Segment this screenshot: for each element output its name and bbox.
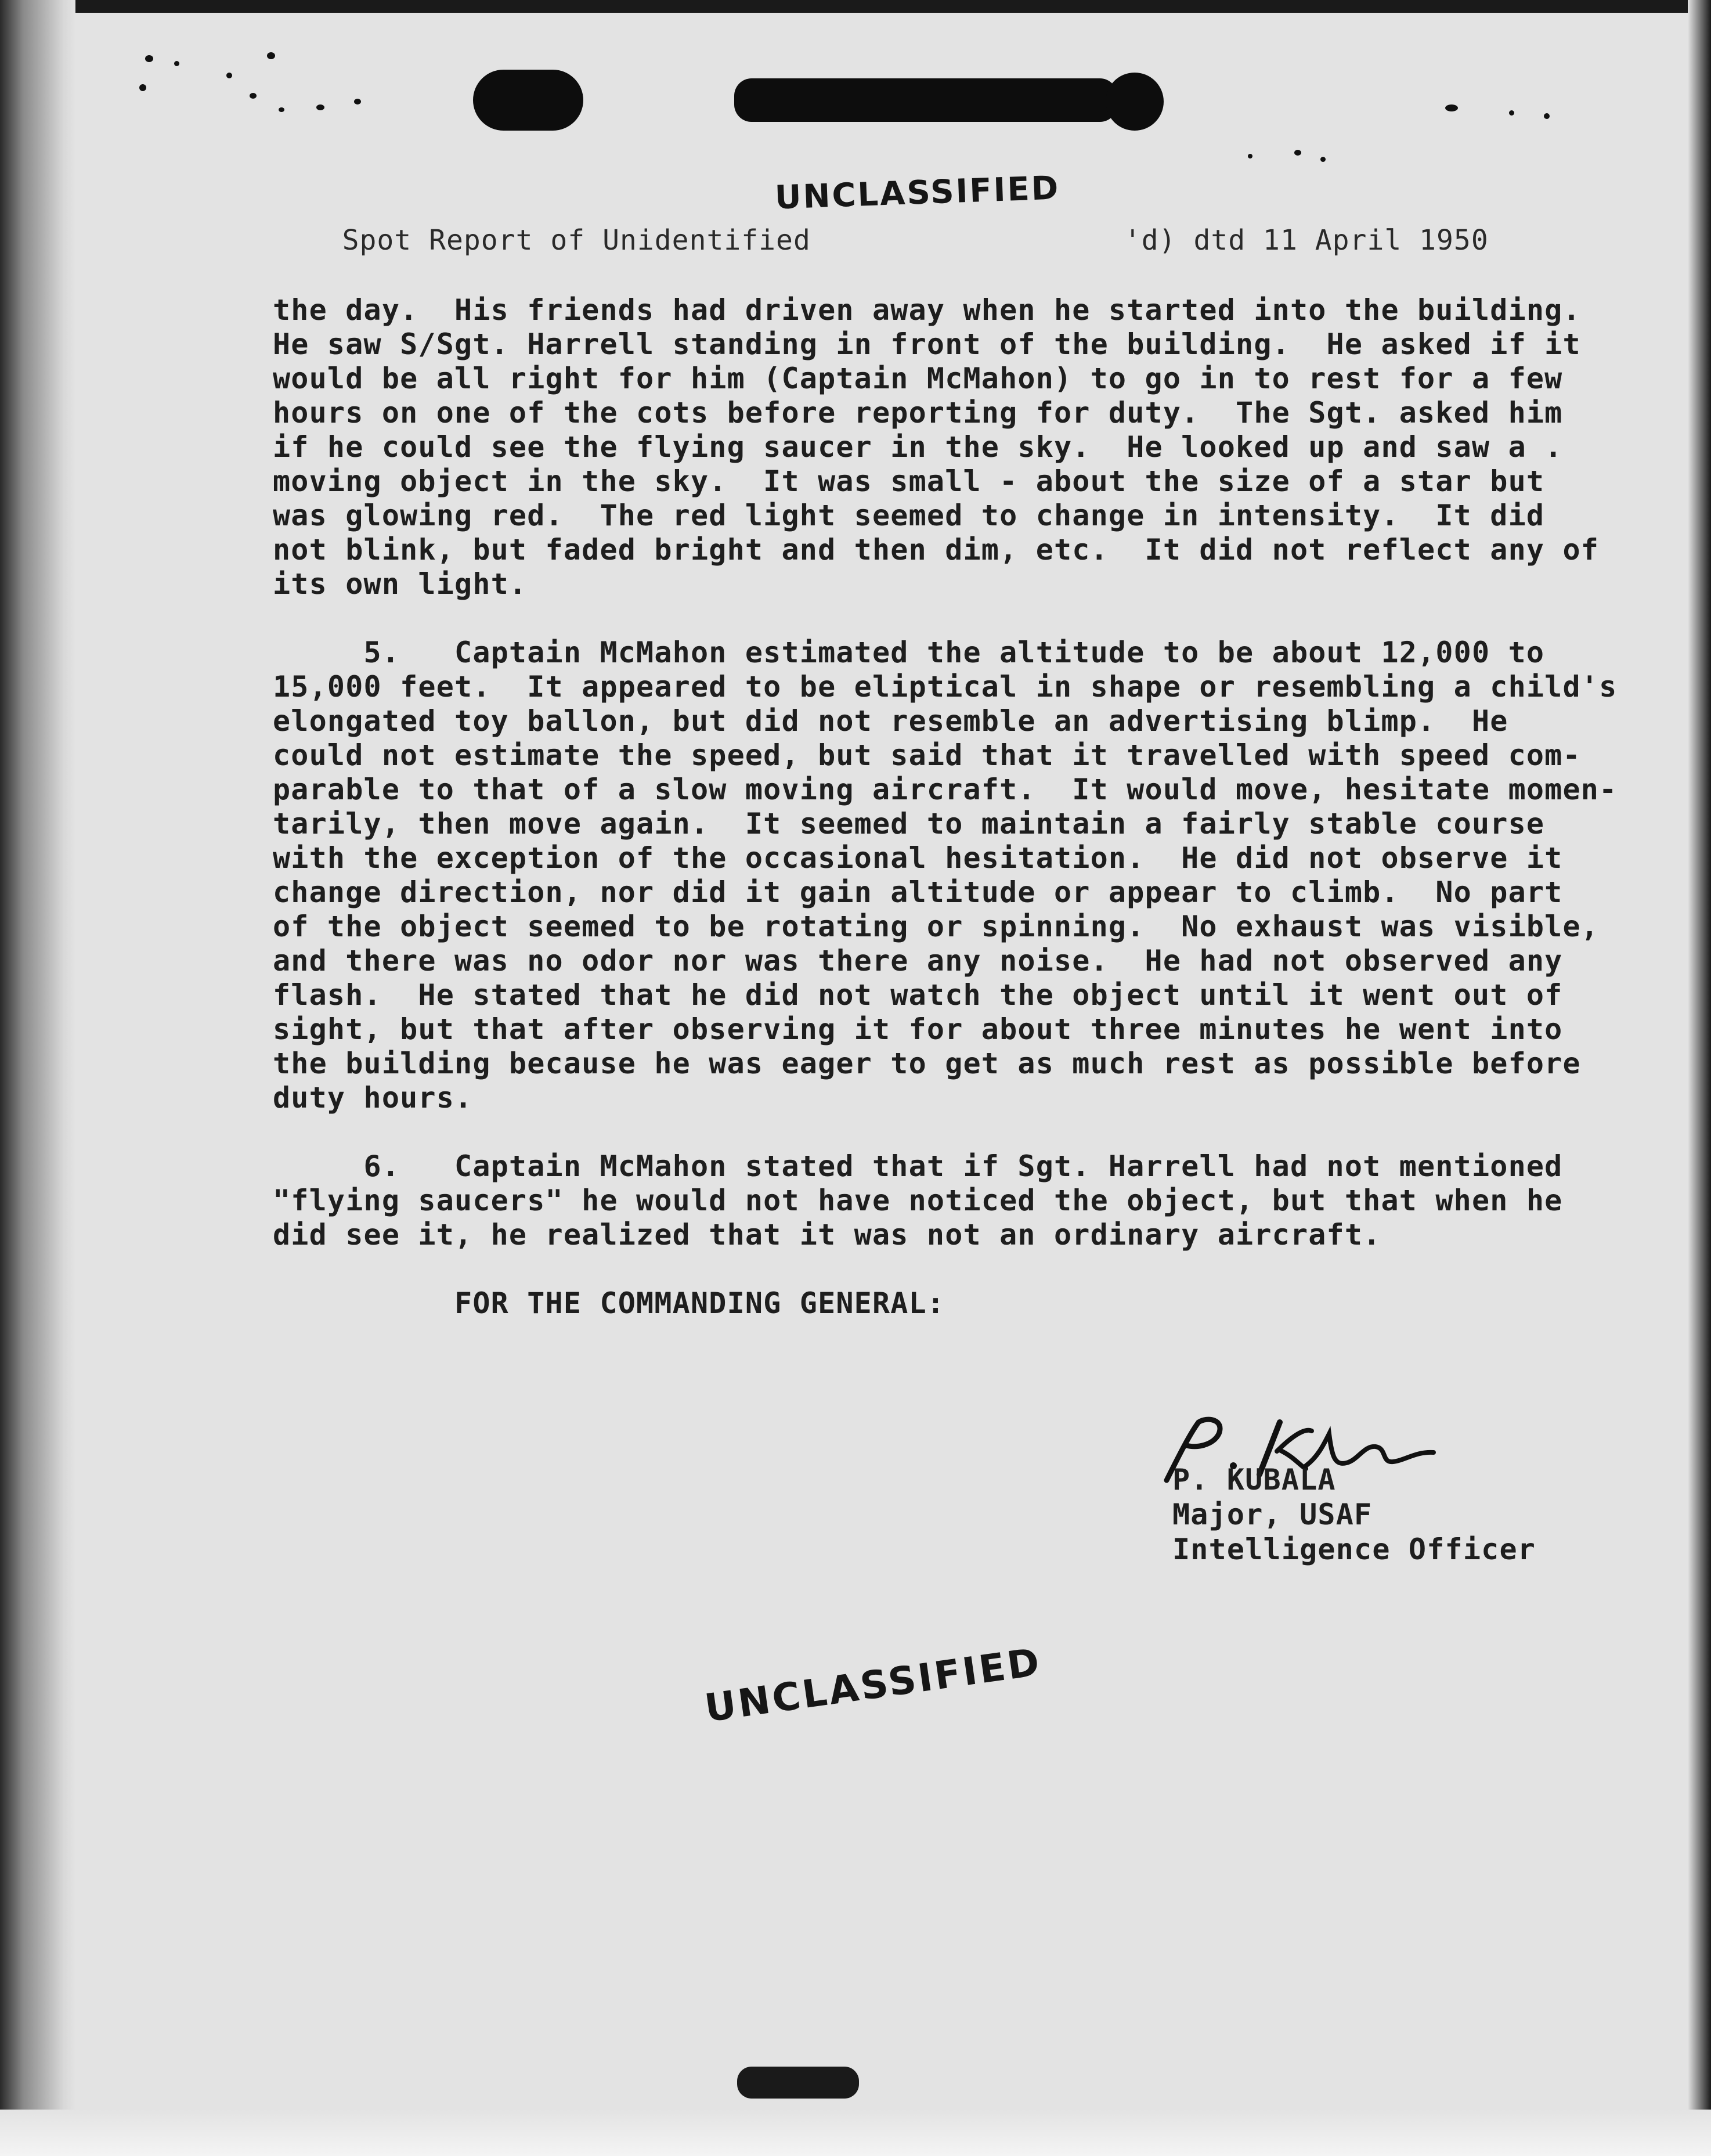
body-line: flash. He stated that he did not watch the object until it went out of [273,978,1563,1012]
speck [279,107,284,112]
speck [316,104,324,110]
unclassified-stamp-top: UNCLASSIFIED [774,169,1061,217]
body-line: FOR THE COMMANDING GENERAL: [273,1286,945,1320]
body-line: with the exception of the occasional hesitation. He did not observe it [273,841,1563,875]
speck [145,55,153,62]
bottom-smudge [737,2067,859,2099]
signer-rank: Major, USAF [1172,1498,1373,1531]
body-line: did see it, he realized that it was not an ordinary aircraft. [273,1218,1381,1252]
speck [354,99,361,104]
speck [139,84,146,91]
body-line: and there was no odor nor was there any noise. He had not observed any [273,944,1563,978]
body-line: tarily, then move again. It seemed to maintain a fairly stable course [273,807,1545,841]
body-line: if he could see the flying saucer in the sky. He looked up and saw a . [273,430,1563,464]
body-line: of the object seemed to be rotating or spinning. No exhaust was visible, [273,910,1600,943]
body-line: would be all right for him (Captain McMahon) to go in to rest for a few [273,362,1563,395]
redaction-mark-center [734,78,1117,122]
body-line: parable to that of a slow moving aircraft. It would move, hesitate momen- [273,773,1618,806]
signer-title: Intelligence Officer [1172,1533,1536,1566]
scan-right-shadow [1688,0,1711,2156]
body-line: 5. Captain McMahon estimated the altitude to be about 12,000 to [273,636,1545,669]
speck [1445,104,1458,111]
signer-name: P. KUBALA [1172,1463,1336,1497]
speck [1509,110,1514,116]
report-header-right: 'd) dtd 11 April 1950 [1124,224,1489,257]
scan-top-border [0,0,1711,13]
speck [267,52,275,59]
scan-bottom-edge [0,2110,1711,2156]
body-line: 15,000 feet. It appeared to be eliptical in shape or resembling a child's [273,670,1618,704]
body-line: "flying saucers" he would not have noticed the object, but that when he [273,1184,1563,1217]
body-line: could not estimate the speed, but said that it travelled with speed com- [273,738,1581,772]
report-header-left: Spot Report of Unidentified [342,224,811,257]
body-line: was glowing red. The red light seemed to change in intensity. It did [273,499,1545,532]
body-line: change direction, nor did it gain altitude or appear to climb. No part [273,875,1563,909]
body-line: the building because he was eager to get as much rest as possible before [273,1047,1581,1080]
speck [1248,154,1252,158]
body-line: 6. Captain McMahon stated that if Sgt. Harrell had not mentioned [273,1149,1563,1183]
body-line: the day. His friends had driven away when he started into the building. [273,293,1581,327]
body-line: sight, but that after observing it for about three minutes he went into [273,1012,1563,1046]
body-line: not blink, but faded bright and then dim, etc. It did not reflect any of [273,533,1600,567]
body-line: moving object in the sky. It was small - about the size of a star but [273,464,1545,498]
redaction-mark-left [473,70,583,131]
speck [1544,113,1550,119]
speck [250,93,257,99]
body-line: hours on one of the cots before reporting for duty. The Sgt. asked him [273,396,1563,430]
scan-left-shadow [0,0,75,2156]
speck [174,61,179,66]
body-line: elongated toy ballon, but did not resemble an advertising blimp. He [273,704,1508,738]
body-line: He saw S/Sgt. Harrell standing in front of the building. He asked if it [273,327,1581,361]
redaction-mark-right [1106,73,1164,131]
body-line: its own light. [273,567,528,601]
body-line: duty hours. [273,1081,473,1115]
speck [226,73,232,78]
speck [1294,150,1301,156]
unclassified-stamp-bottom: UNCLASSIFIED [702,1639,1045,1731]
speck [1320,157,1326,162]
